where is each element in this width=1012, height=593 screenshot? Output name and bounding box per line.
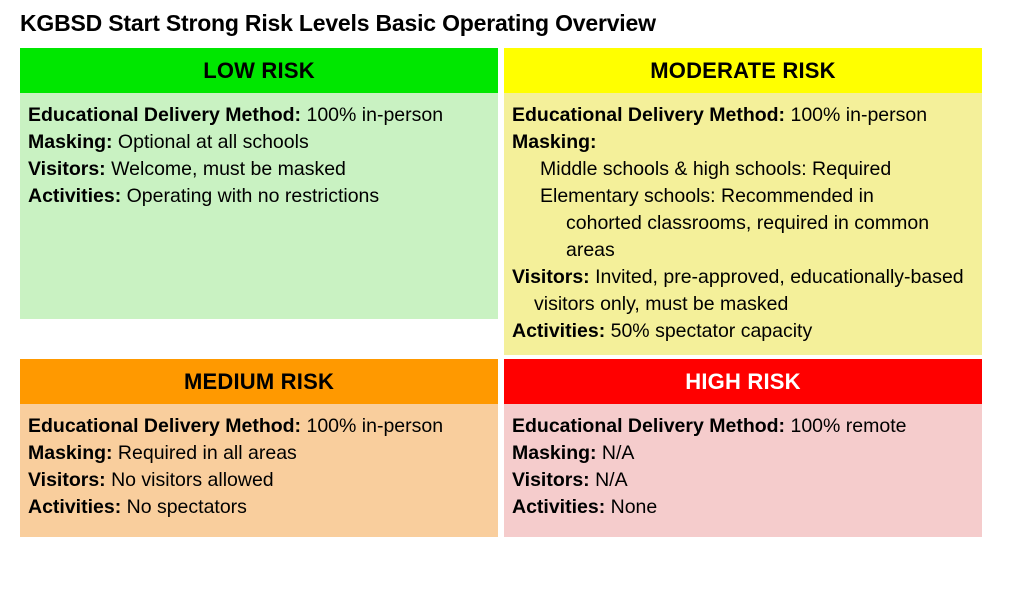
label-educational-delivery-method: Educational Delivery Method: <box>512 104 786 126</box>
high-activities <box>512 494 974 521</box>
high-educational-delivery-method <box>512 413 974 440</box>
label-activities: Activities: <box>512 496 606 518</box>
moderate-educational-delivery-method <box>512 102 974 129</box>
moderate-masking <box>512 129 974 156</box>
label-visitors: Visitors: <box>512 266 590 288</box>
moderate-activities <box>512 318 974 345</box>
risk-header-medium: MEDIUM RISK <box>20 359 498 404</box>
label-masking: Masking: <box>28 442 113 464</box>
label-masking: Masking: <box>512 131 597 153</box>
label-educational-delivery-method: Educational Delivery Method: <box>28 104 302 126</box>
label-masking: Masking: <box>28 131 113 153</box>
medium-activities <box>28 494 490 521</box>
moderate-masking-sub-2-line3: areas <box>566 239 615 261</box>
high-educational-delivery-method-value: 100% remote <box>785 415 907 437</box>
low-masking-value: Optional at all schools <box>112 131 309 153</box>
label-visitors: Visitors: <box>28 469 106 491</box>
risk-header-moderate: MODERATE RISK <box>504 48 982 93</box>
label-masking: Masking: <box>512 442 597 464</box>
label-activities: Activities: <box>28 496 122 518</box>
high-visitors-value: N/A <box>589 469 628 491</box>
low-visitors-value: Welcome, must be masked <box>105 158 346 180</box>
moderate-masking-sub-2-line2: cohorted classrooms, required in common <box>566 212 930 234</box>
risk-level-matrix <box>20 48 992 537</box>
risk-header-high: HIGH RISK <box>504 359 982 404</box>
medium-visitors-value: No visitors allowed <box>105 469 274 491</box>
risk-body-low <box>20 93 498 319</box>
label-activities: Activities: <box>28 185 122 207</box>
low-activities <box>28 183 490 210</box>
label-activities: Activities: <box>512 320 606 342</box>
moderate-visitors <box>512 264 974 318</box>
moderate-visitors-value: Invited, pre-approved, educationally-based visitors only, must be masked <box>534 266 964 315</box>
moderate-masking-sub-1: Middle schools & high schools: Required <box>540 158 892 180</box>
moderate-masking-sub-2 <box>512 183 974 264</box>
label-visitors: Visitors: <box>512 469 590 491</box>
high-masking-value: N/A <box>596 442 635 464</box>
quadrant-moderate-risk <box>504 48 982 355</box>
risk-body-medium <box>20 404 498 537</box>
moderate-activities-value: 50% spectator capacity <box>605 320 813 342</box>
medium-educational-delivery-method <box>28 413 490 440</box>
moderate-masking-sub-2-line1: Elementary schools: Recommended in <box>540 185 874 207</box>
low-masking <box>28 129 490 156</box>
medium-activities-value: No spectators <box>121 496 247 518</box>
page-title: KGBSD Start Strong Risk Levels Basic Operating Overview <box>20 10 656 36</box>
medium-masking <box>28 440 490 467</box>
risk-body-moderate <box>504 93 982 355</box>
label-educational-delivery-method: Educational Delivery Method: <box>512 415 786 437</box>
high-activities-value: None <box>605 496 658 518</box>
low-educational-delivery-method-value: 100% in-person <box>301 104 444 126</box>
high-visitors <box>512 467 974 494</box>
medium-educational-delivery-method-value: 100% in-person <box>301 415 444 437</box>
quadrant-medium-risk <box>20 359 498 537</box>
moderate-educational-delivery-method-value: 100% in-person <box>785 104 928 126</box>
quadrant-high-risk <box>504 359 982 537</box>
high-masking <box>512 440 974 467</box>
medium-visitors <box>28 467 490 494</box>
medium-masking-value: Required in all areas <box>112 442 297 464</box>
low-educational-delivery-method <box>28 102 490 129</box>
low-activities-value: Operating with no restrictions <box>121 185 380 207</box>
label-educational-delivery-method: Educational Delivery Method: <box>28 415 302 437</box>
label-visitors: Visitors: <box>28 158 106 180</box>
risk-header-low: LOW RISK <box>20 48 498 93</box>
low-visitors <box>28 156 490 183</box>
quadrant-low-risk <box>20 48 498 355</box>
risk-body-high <box>504 404 982 537</box>
